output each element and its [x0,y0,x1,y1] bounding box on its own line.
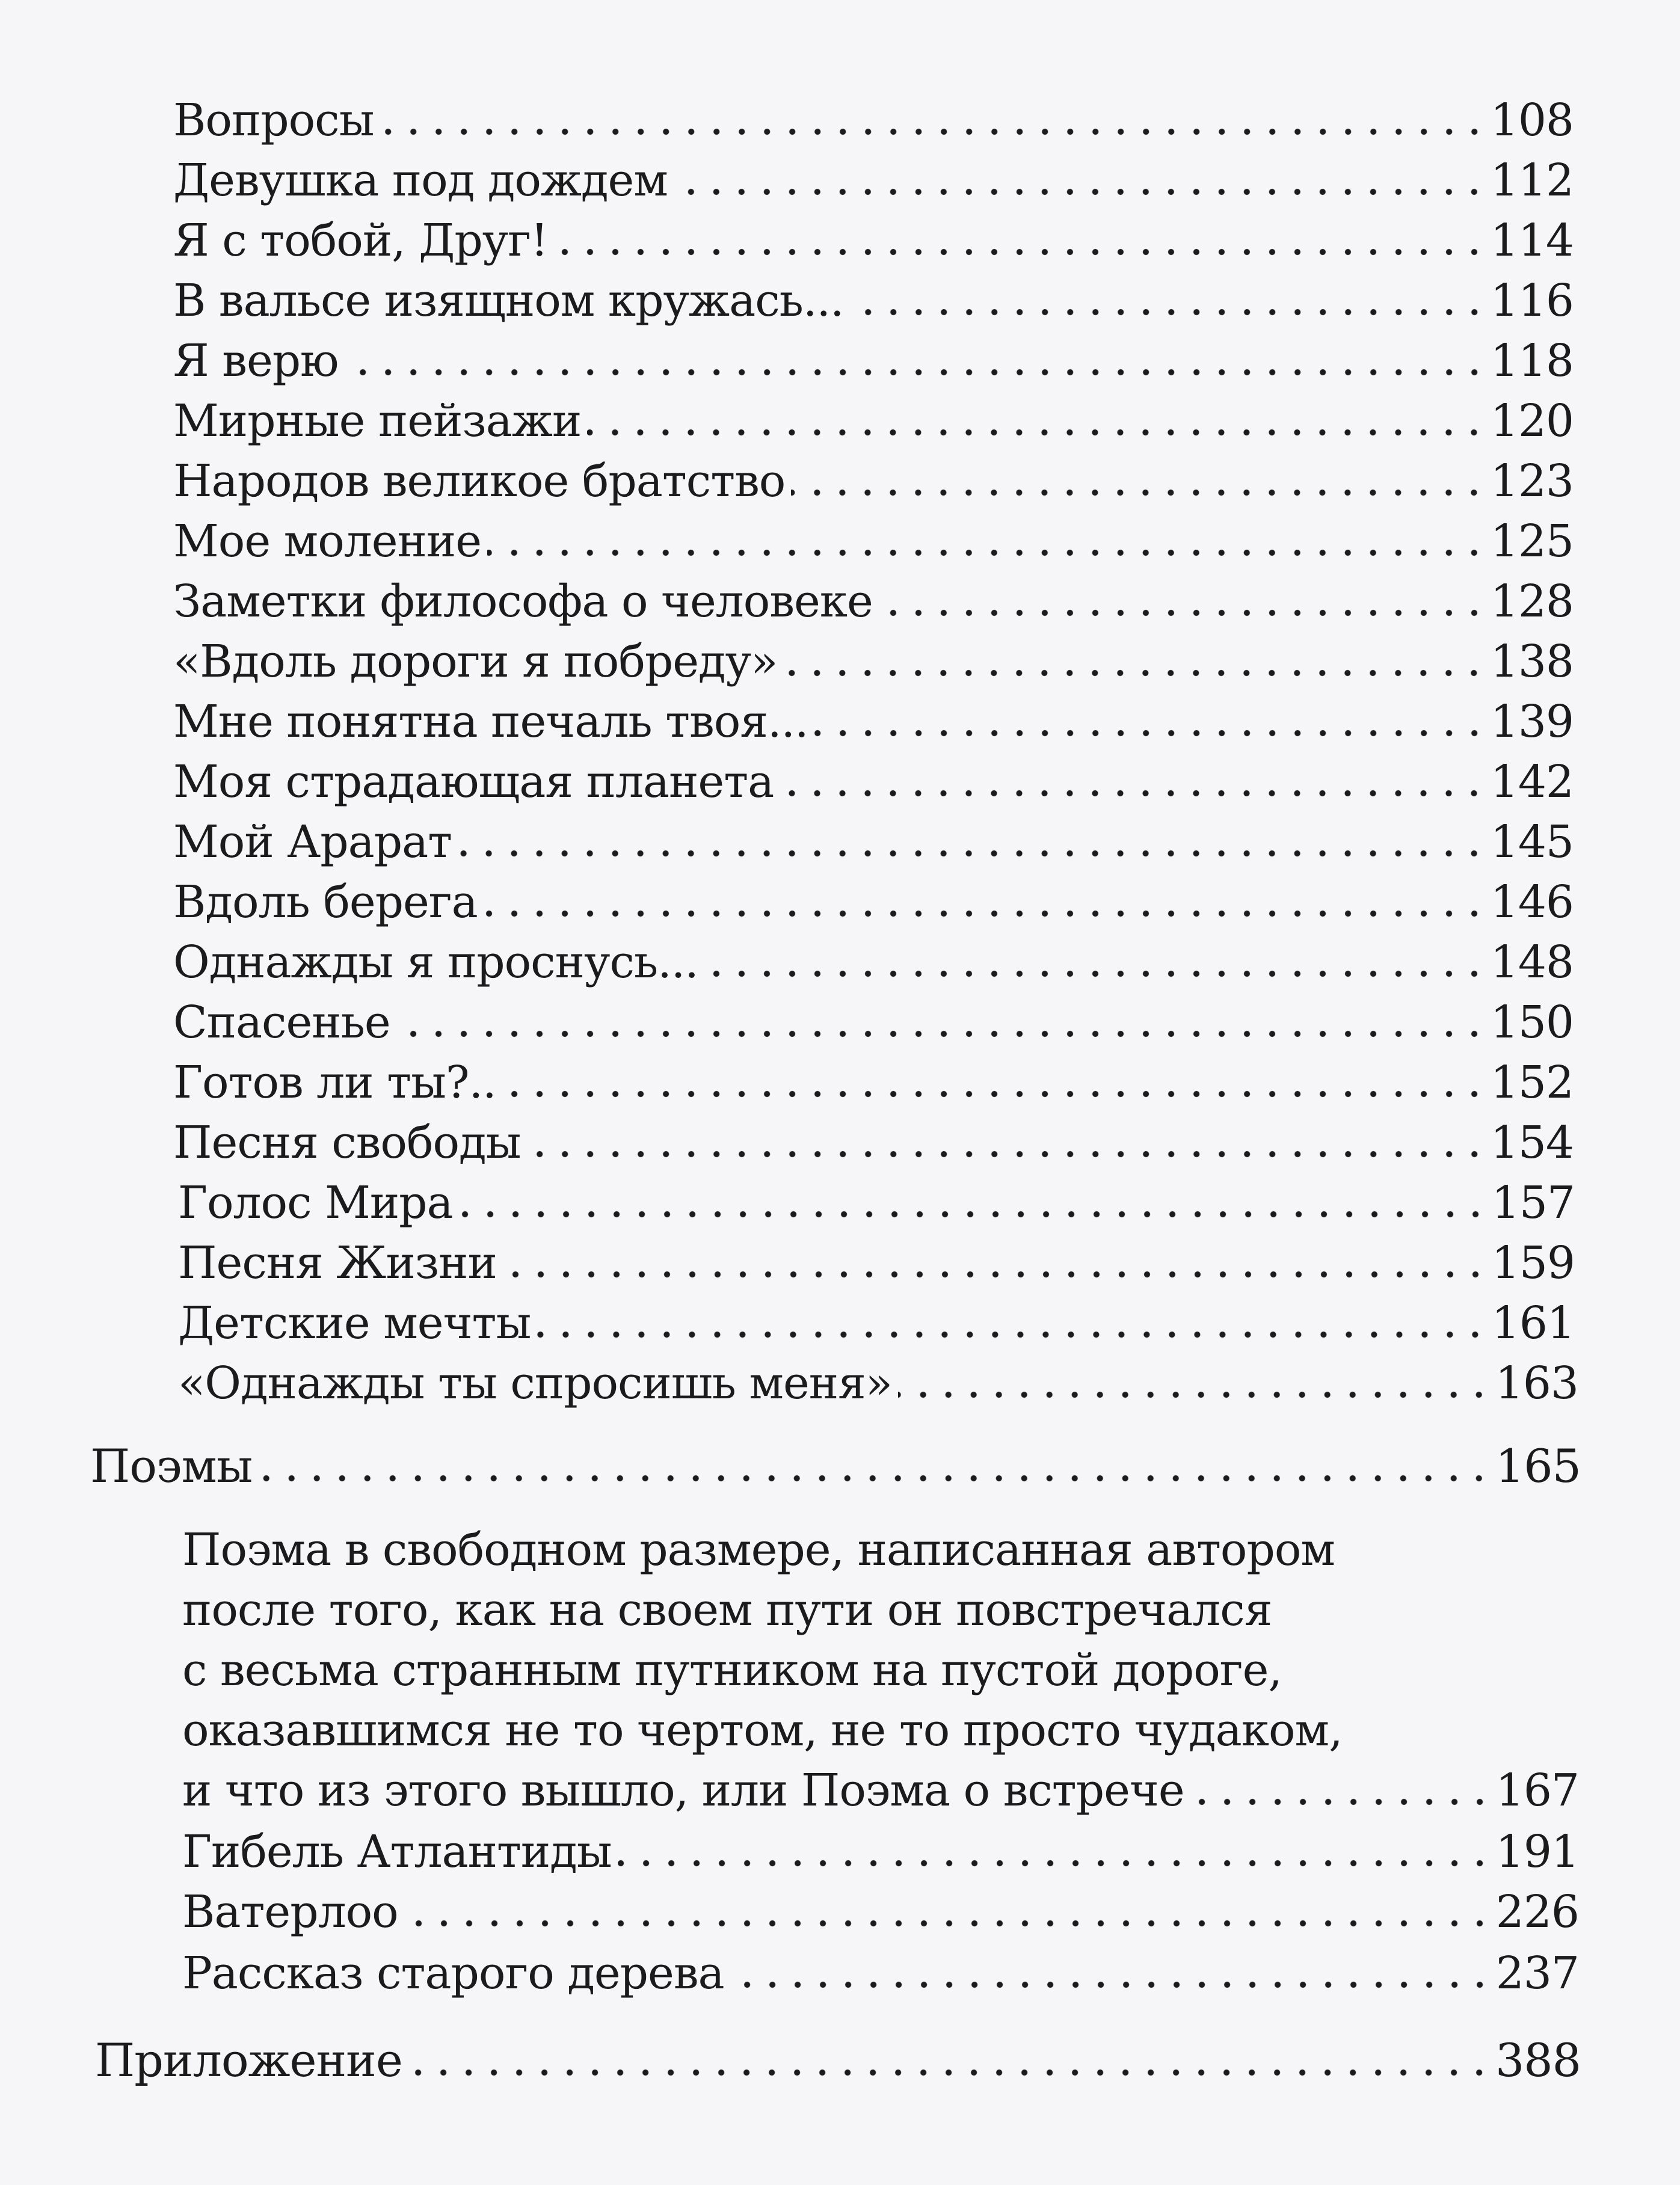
toc-entry-title: Девушка под дождем [173,155,668,206]
toc-entry[interactable] [173,1113,1574,1173]
toc-entry-page: 148 [1490,936,1574,988]
toc-entry-title: Заметки философа о человеке [173,576,873,627]
dot-leader [783,667,1486,679]
toc-entry-title: Мирные пейзажи [173,395,582,447]
toc-entry-page: 138 [1490,636,1574,687]
toc-entry-page: 161 [1491,1297,1575,1349]
dot-leader [404,1917,1492,1929]
toc-entry[interactable] [178,1173,1575,1233]
toc-entry[interactable] [182,1943,1579,2003]
toc-entry-title: Я с тобой, Друг! [173,215,548,266]
toc-entry-title: Песня Жизни [178,1237,497,1289]
toc-entry-title: «Однажды ты спросишь меня» [178,1357,893,1409]
dot-leader [408,2067,1492,2079]
dot-leader [258,1472,1492,1484]
toc-entry-page: 139 [1490,696,1574,748]
long-poem-title-line: с весьма странным путником на пустой дороге, [182,1644,1282,1696]
toc-entry-page: 146 [1490,876,1574,928]
toc-entry-title: Мой Арарат [173,816,452,868]
toc-entry-page: 120 [1490,395,1574,447]
toc-section-title: Поэмы [90,1439,253,1493]
toc-entry-page: 159 [1491,1237,1575,1289]
dot-leader [537,1329,1488,1341]
toc-entry-page: 226 [1495,1886,1579,1938]
toc-section-page: 388 [1495,2033,1581,2087]
toc-section-prilozhenie[interactable] [95,2030,1581,2091]
toc-entry[interactable] [173,752,1574,812]
toc-section-title: Приложение [95,2033,402,2087]
dot-leader [791,487,1486,499]
dot-leader [458,847,1487,859]
toc-entry-page: 125 [1490,515,1574,567]
toc-entry-long-poem[interactable] [182,1520,1579,1760]
toc-entry-title: Спасенье [173,997,390,1048]
toc-entry-page: 108 [1490,94,1574,146]
toc-section-page: 165 [1495,1439,1581,1493]
toc-entry-title: и что из этого вышло, или Поэма о встрече [182,1765,1184,1816]
toc-entry[interactable] [173,812,1574,872]
toc-entry-title: В вальсе изящном кружась... [173,275,844,327]
toc-entry-page: 191 [1495,1826,1579,1878]
toc-entry-title: Голос Мира [178,1177,453,1229]
toc-entry-title: Вдоль берега [173,876,478,928]
toc-entry[interactable] [173,872,1574,932]
toc-entry[interactable] [173,90,1574,150]
toc-entry[interactable] [178,1293,1575,1353]
toc-entry-page: 116 [1490,275,1574,327]
dot-leader [898,1389,1492,1401]
long-poem-title-line: оказавшимся не то чертом, не то просто чудаком, [182,1704,1343,1756]
dot-leader [730,1979,1492,1991]
dot-leader [554,246,1487,258]
dot-leader [396,1028,1487,1040]
long-poem-title-line: Поэма в свободном размере, написанная автором [182,1524,1335,1576]
toc-entry[interactable] [173,211,1574,271]
toc-entry-page: 150 [1490,997,1574,1048]
toc-entry-title: Песня свободы [173,1117,521,1169]
toc-entry[interactable] [173,992,1574,1053]
toc-entry-title: Я верю [173,335,339,387]
dot-leader [618,1857,1492,1869]
toc-entry-page: 154 [1490,1117,1574,1169]
toc-entry-page: 145 [1490,816,1574,868]
dot-leader [780,787,1487,799]
dot-leader [674,186,1487,198]
dot-leader [814,727,1487,739]
dot-leader [704,968,1487,980]
toc-entry[interactable] [173,571,1574,632]
dot-leader [503,1268,1488,1280]
toc-entry[interactable] [173,692,1574,752]
toc-entry[interactable] [178,1353,1578,1413]
toc-entry-page: 163 [1495,1357,1578,1409]
toc-entry-title: Народов великое братство [173,455,786,507]
toc-entry-page: 237 [1495,1947,1579,1999]
dot-leader [380,126,1487,138]
dot-leader [879,607,1487,619]
toc-entry[interactable] [173,331,1574,391]
toc-entry-page: 128 [1490,576,1574,627]
dot-leader [345,366,1487,378]
toc-entry-page: 157 [1491,1177,1575,1229]
toc-entry-page: 167 [1495,1765,1579,1816]
toc-entry[interactable] [182,1882,1579,1942]
toc-entry[interactable] [173,150,1574,211]
toc-entry[interactable] [173,271,1574,331]
toc-entry-page: 142 [1490,756,1574,808]
toc-entry-page: 118 [1490,335,1574,387]
dot-leader [587,426,1486,438]
toc-entry-title: Ватерлоо [182,1886,398,1938]
toc-section-poemy[interactable] [90,1436,1581,1496]
toc-entry-long-poem-last-line[interactable] [182,1760,1579,1821]
long-poem-title-line: после того, как на своем пути он повстречался [182,1584,1272,1636]
dot-leader [484,908,1487,920]
toc-entry[interactable] [173,511,1574,571]
toc-entry[interactable] [173,391,1574,451]
dot-leader [1190,1796,1492,1808]
toc-entry-title: Детские мечты [178,1297,531,1349]
toc-entry-title: Гибель Атлантиды [182,1826,612,1878]
toc-entry[interactable] [178,1233,1575,1293]
toc-entry-title: Мое моление [173,515,481,567]
toc-entry-title: Мне понятна печаль твоя... [173,696,808,748]
dot-leader [502,1088,1487,1100]
dot-leader [487,547,1487,559]
toc-entry-title: Рассказ старого дерева [182,1947,724,1999]
toc-entry-title: Однажды я проснусь... [173,936,698,988]
toc-entry-page: 114 [1490,215,1574,266]
toc-entry-title: Вопросы [173,94,374,146]
dot-leader [459,1208,1488,1220]
toc-entry[interactable] [173,1053,1574,1113]
toc-entry[interactable] [173,932,1574,992]
toc-entry-page: 123 [1490,455,1574,507]
toc-entry-title: «Вдоль дороги я побреду» [173,636,778,687]
toc-entry[interactable] [173,632,1574,692]
dot-leader [850,306,1487,318]
toc-entry[interactable] [173,451,1574,511]
dot-leader [527,1148,1487,1160]
toc-entry-page: 112 [1490,155,1574,206]
toc-entry-title: Готов ли ты?.. [173,1057,496,1108]
toc-entry-title: Моя страдающая планета [173,756,774,808]
toc-entry[interactable] [182,1822,1579,1882]
toc-entry-page: 152 [1490,1057,1574,1108]
